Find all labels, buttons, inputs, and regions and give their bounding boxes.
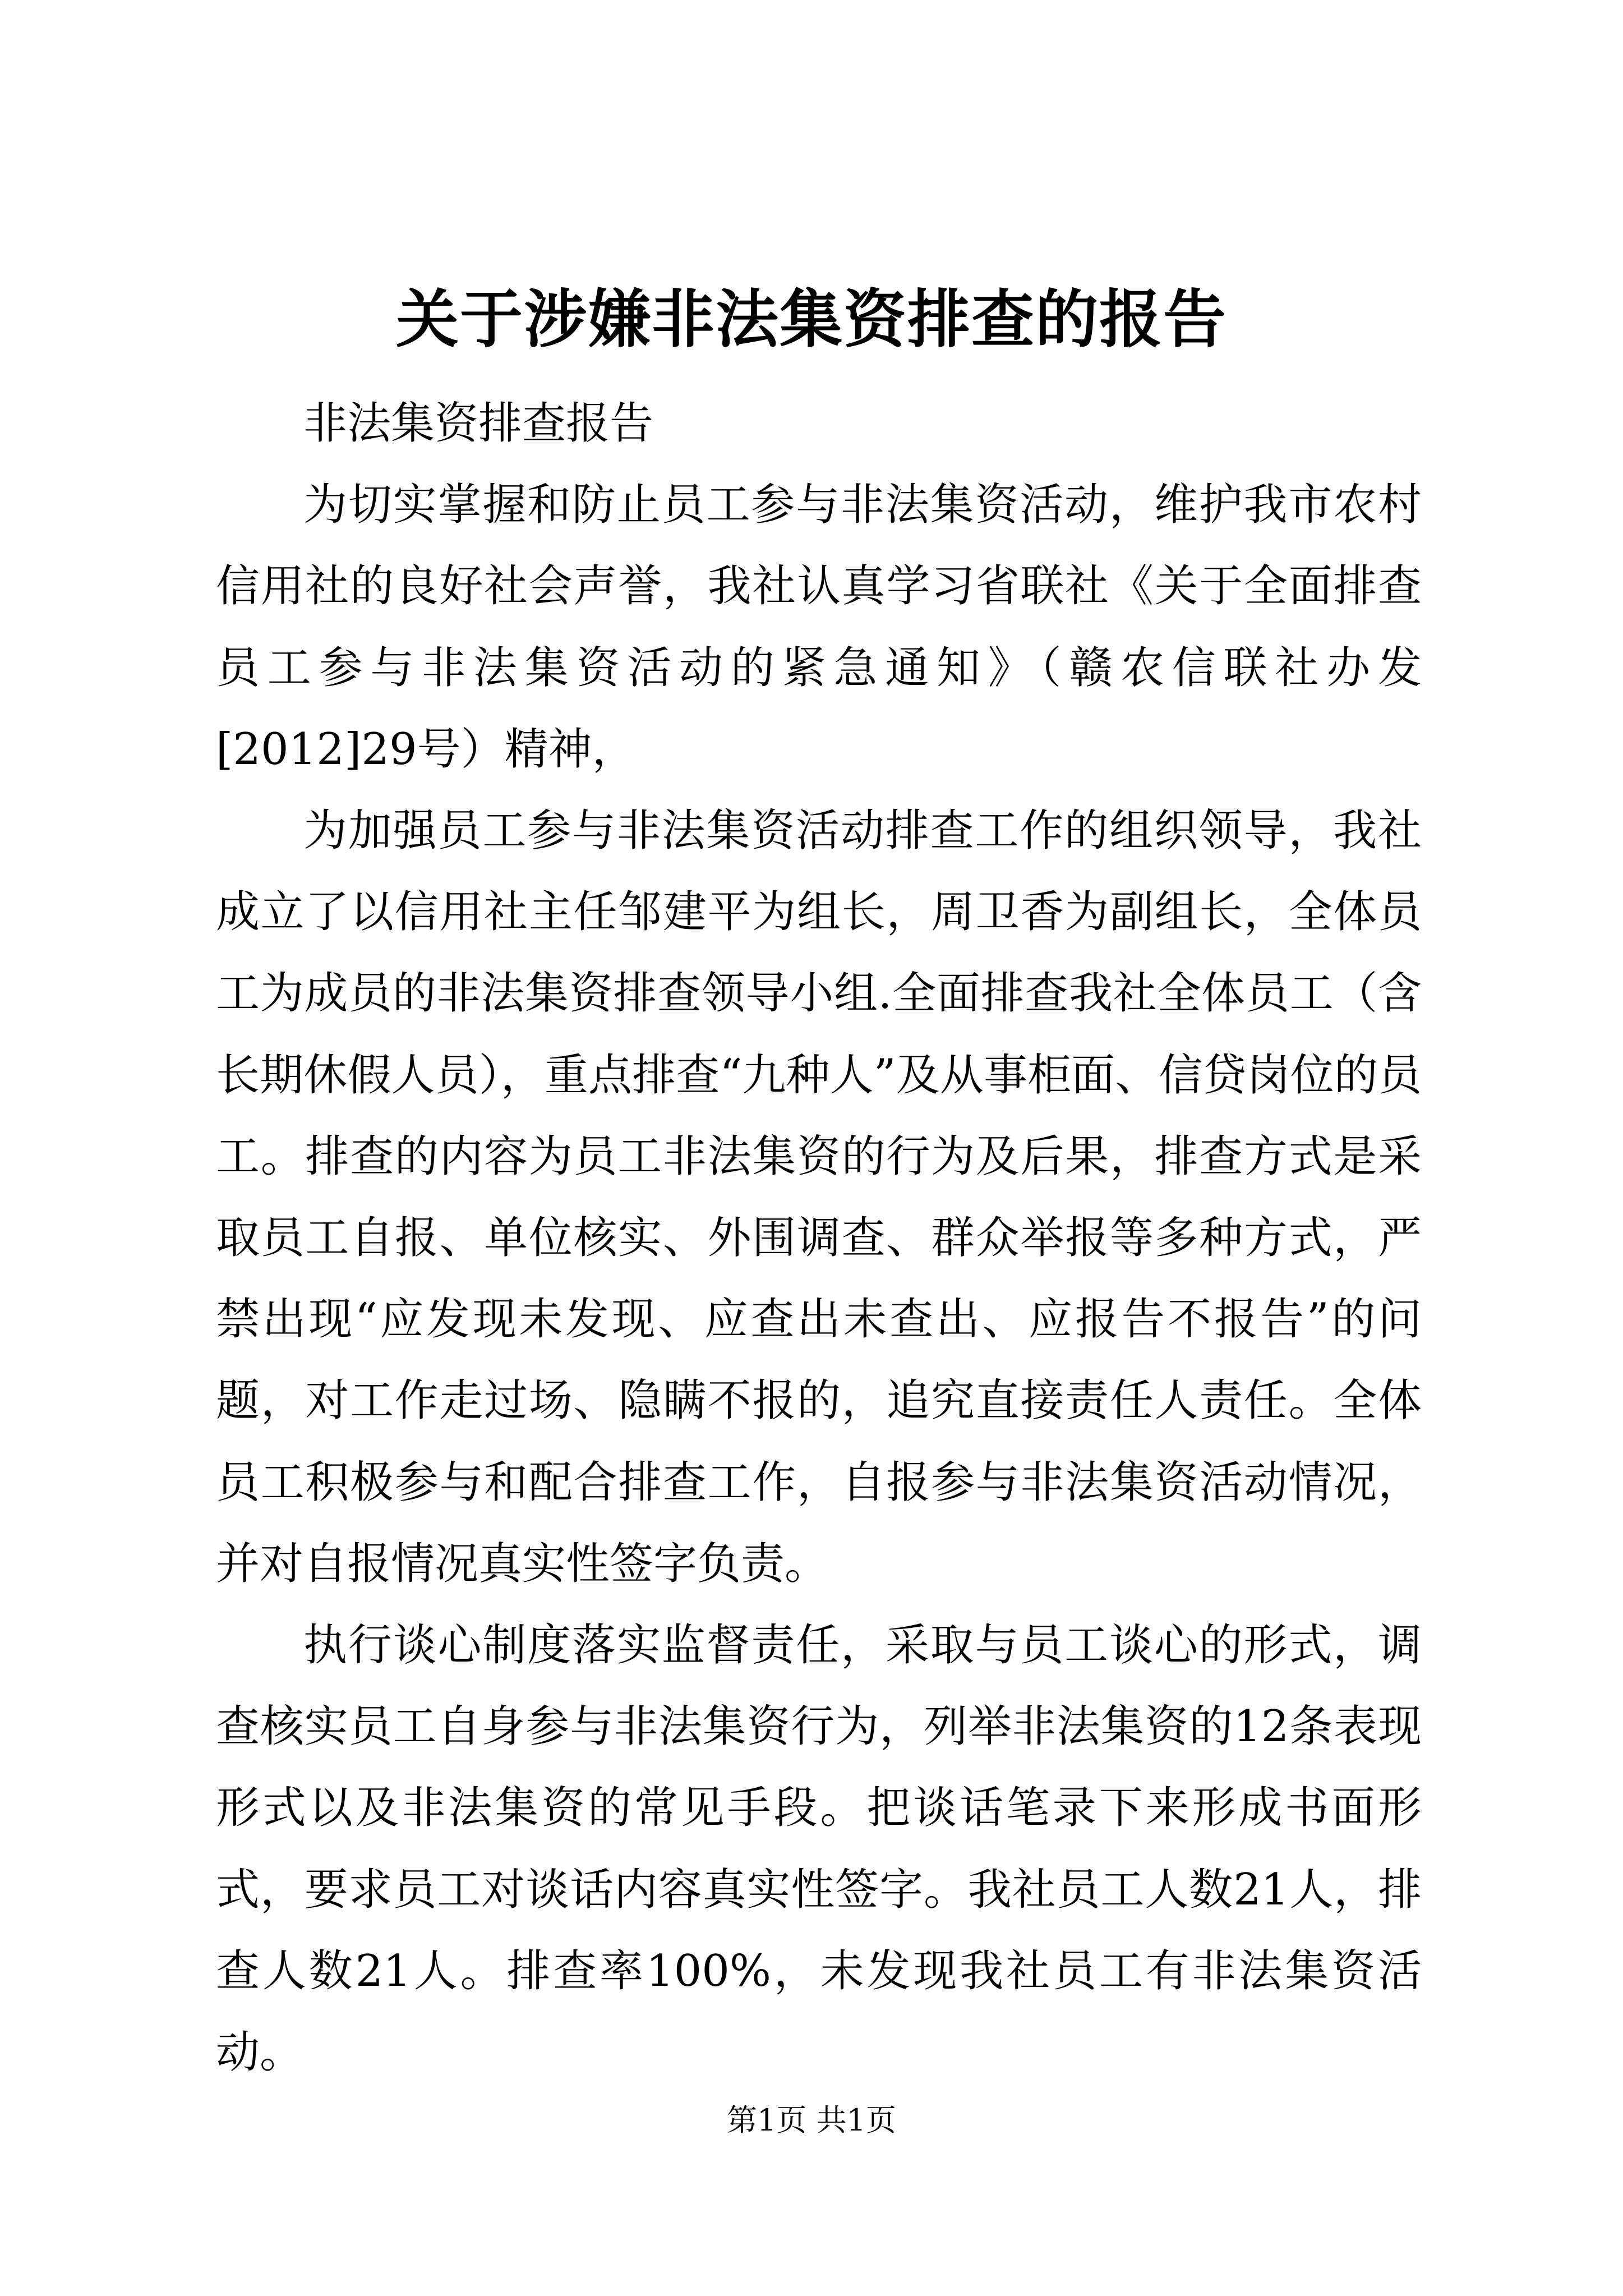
paragraph-subtitle: 非法集资排查报告: [303, 398, 654, 449]
paragraph-intro: 为切实掌握和防止员工参与非法集资活动，维护我市农村信用社的良好社会声誉，我社认真学习省联社《关于全面排查员工参与非法集资活动的紧急通知》（赣农信联社办发[2012]29号）精神，: [216, 480, 1422, 775]
paragraph-organization: 为加强员工参与非法集资活动排查工作的组织领导，我社成立了以信用社主任邹建平为组长，周卫香为副组长，全体员工为成员的非法集资排查领导小组.全面排查我社全体员工（含长期休假人员），重点排查“九种人”及从事柜面、信贷岗位的员工。排查的内容为员工非法集资的行为及后果，排查方式是采取员工自报、单位核实、外围调查、群众举报等多种方式，严禁出现“应发现未发现、应查出未查出、应报告不报告”的问题，对工作走过场、隐瞒不报的，追究直接责任人责任。全体员工积极参与和配合排查工作，自报参与非法集资活动情况，并对自报情况真实性签字负责。: [216, 806, 1422, 1589]
document-body: [216, 383, 1422, 2093]
document-title: 关于涉嫌非法集资排查的报告: [396, 283, 1227, 356]
paragraph-result: 执行谈心制度落实监督责任，采取与员工谈心的形式，调查核实员工自身参与非法集资行为，列举非法集资的12条表现形式以及非法集资的常见手段。把谈话笔录下来形成书面形式，要求员工对谈话内容真实性签字。我社员工人数21人，排查人数21人。排查率100%，未发现我社员工有非法集资活动。: [216, 1620, 1422, 2078]
page-number-footer: 第1页 共1页: [727, 2102, 896, 2138]
